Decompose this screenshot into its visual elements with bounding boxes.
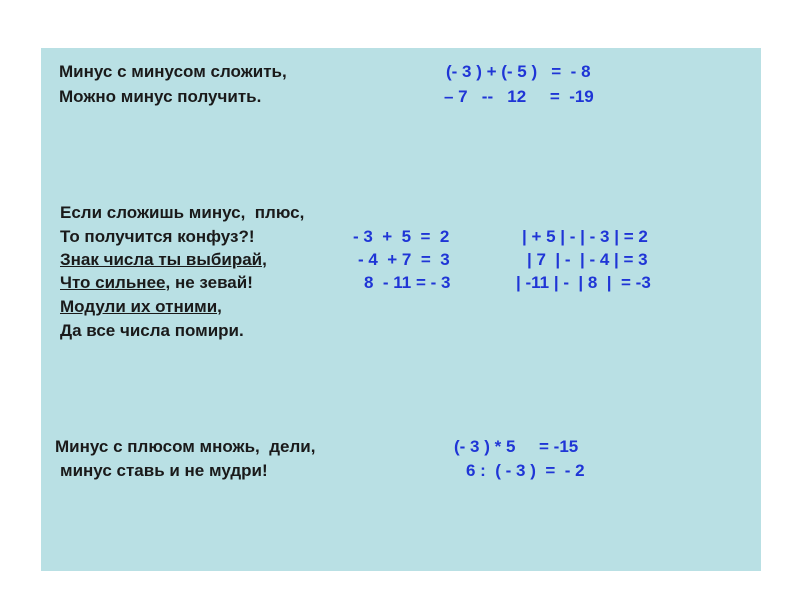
poem-line-6 [60,273,253,293]
poem-line-3: Если сложишь минус, плюс, [60,203,305,222]
poem-line-10: минус ставь и не мудри! [60,461,268,480]
poem-line-5: Знак числа ты выбирай, [60,250,267,269]
poem-line-1: Минус с минусом сложить, [59,62,287,81]
math-b-line-3: | -11 | - | 8 | = -3 [516,273,651,292]
poem-line-2: Можно минус получить. [59,87,262,106]
poem-line-6-rest: , не зевай! [165,273,253,292]
math-line-3: (- 3 ) * 5 = -15 [454,437,579,456]
math-b-line-1: | + 5 | - | - 3 | = 2 [522,227,648,246]
poem-line-6-underlined: Что сильнее [60,273,166,292]
math-b-line-2: | 7 | - | - 4 | = 3 [527,250,648,269]
math-line-4: 6 : ( - 3 ) = - 2 [466,461,585,480]
poem-line-7: Модули их отними, [60,297,222,316]
poem-line-4: То получится конфуз?! [60,227,255,246]
poem-line-9: Минус с плюсом множь, дели, [55,437,316,456]
math-a-line-1: - 3 + 5 = 2 [353,227,450,246]
math-a-line-2: - 4 + 7 = 3 [358,250,450,269]
math-line-1: (- 3 ) + (- 5 ) = - 8 [446,62,591,81]
math-line-2: – 7 -- 12 = -19 [444,87,594,106]
math-a-line-3: 8 - 11 = - 3 [364,273,451,292]
poem-line-8: Да все числа помири. [60,321,244,340]
